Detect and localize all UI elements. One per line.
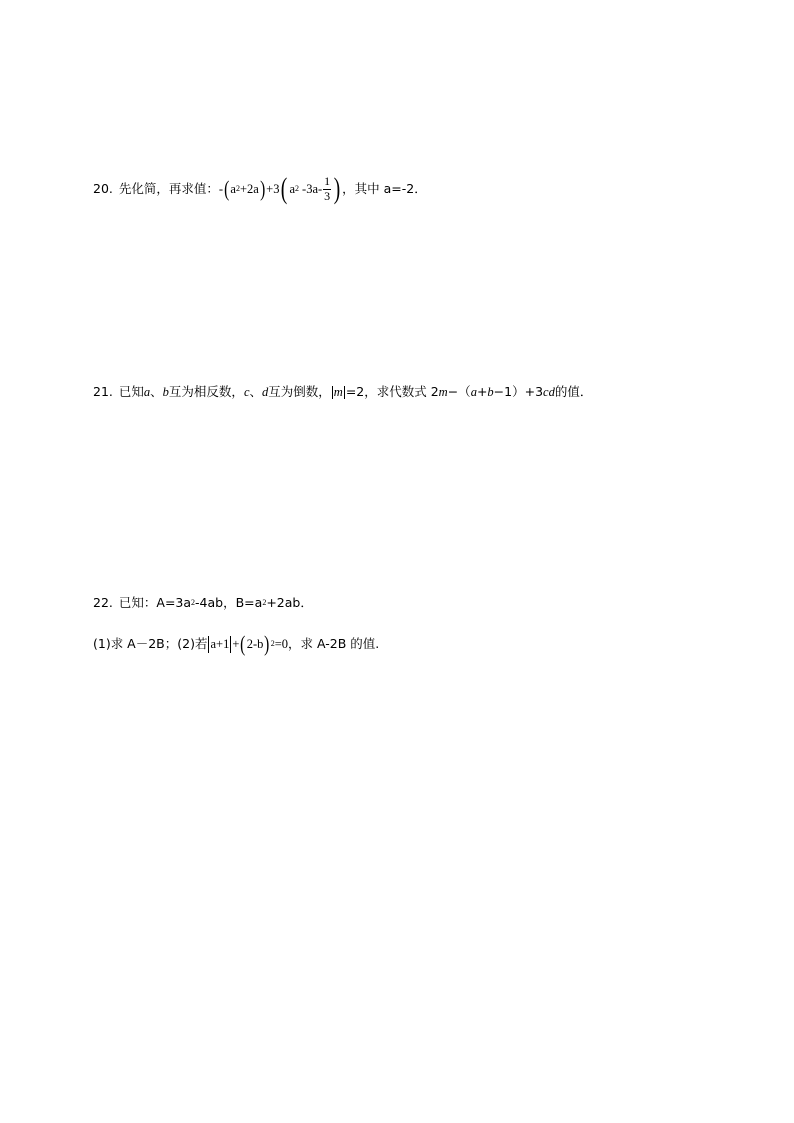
left-paren: ( [240,631,246,656]
abs-bar [332,386,333,399]
question-suffix: ，其中 a=-2． [342,180,427,196]
squared-group: ( 2-b ) 2 [240,631,275,656]
absolute-value: a+1 [210,636,230,651]
question-number: 22. [93,595,113,610]
question-number: 21. [93,384,113,400]
question-20 [93,174,427,204]
abs-bar [344,386,345,399]
fraction: $\frac{1}{3}$ [324,174,331,203]
right-paren: ) [259,176,266,201]
right-paren: ) [333,172,341,205]
abs-bar [230,636,231,653]
math-expression: - ( a 2 +2a ) +3 ( a 2 -3a- $\frac{1}{3}$ ) [218,172,341,205]
right-paren: ) [264,631,270,656]
left-paren: ( [224,176,230,201]
absolute-value: m [333,385,343,400]
question-prompt: 先化简，再求值： [118,180,219,196]
left-paren: ( [281,172,288,205]
abs-bar [208,636,209,653]
question-22-parts: (1)求 A－2B；(2)若 a+1 + ( 2-b ) 2 =0 ，求 A-2B 的值. [93,631,380,656]
question-21: 21. 已知 a 、 b 互为相反数， c 、 d 互为倒数， m =2，求代数式 2 m −（ a + b −1）+3 cd 的值． [93,384,593,400]
question-number: 20. [93,180,113,196]
question-22: 22. 已知：A=3a 2 -4ab，B=a 2 +2ab． [93,595,313,610]
